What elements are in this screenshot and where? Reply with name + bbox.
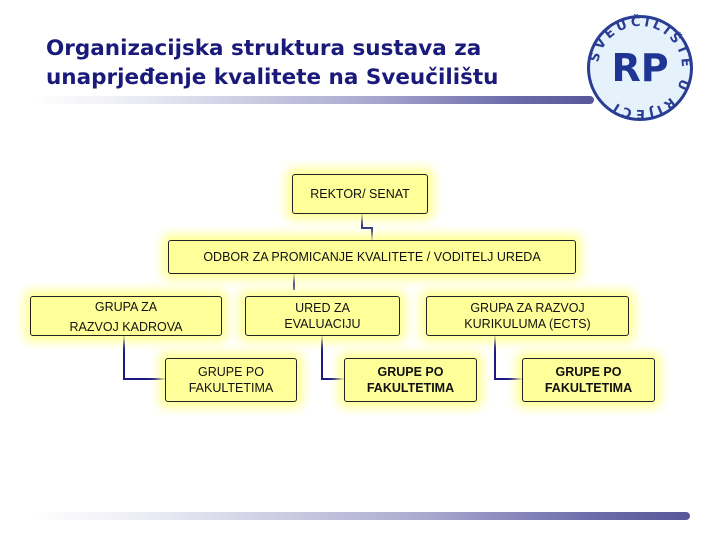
node-group-curriculum bbox=[426, 296, 629, 336]
title-line-1: Organizacijska struktura sustava za bbox=[46, 36, 482, 61]
node-faculty-groups-1 bbox=[165, 358, 297, 402]
node-faculty-groups-2 bbox=[344, 358, 477, 402]
node-group-curriculum-line1: GRUPA ZA RAZVOJ bbox=[470, 301, 585, 315]
connector-group2-faculties bbox=[322, 336, 344, 379]
node-group-curriculum-line2: KURIKULUMA (ECTS) bbox=[464, 317, 591, 331]
node-faculty-groups-3-line2: FAKULTETIMA bbox=[544, 381, 633, 395]
node-faculty-groups-1-line2: FAKULTETIMA bbox=[188, 381, 274, 395]
footer-bar bbox=[30, 512, 690, 520]
node-evaluation-office-line2: EVALUACIJU bbox=[284, 317, 361, 331]
node-quality-committee bbox=[168, 240, 576, 274]
node-evaluation-office-line1: URED ZA bbox=[295, 301, 350, 315]
node-faculty-groups-2-line2: FAKULTETIMA bbox=[366, 381, 455, 395]
node-evaluation-office bbox=[245, 296, 400, 336]
node-faculty-groups-3 bbox=[522, 358, 655, 402]
node-rector-senate bbox=[292, 174, 428, 214]
connector-group3-faculties bbox=[495, 336, 522, 379]
title-line-2: unaprjeđenje kvalitete na Sveučilištu bbox=[46, 65, 499, 90]
node-faculty-groups-3-line1: GRUPE PO bbox=[555, 365, 622, 379]
logo-monogram: RP bbox=[611, 46, 669, 90]
node-group-staff-development-line2: RAZVOJ KADROVA bbox=[69, 320, 183, 334]
node-quality-committee-label: ODBOR ZA PROMICANJE KVALITETE / VODITELJ UREDA bbox=[203, 250, 541, 264]
connector-root-office bbox=[362, 214, 372, 240]
node-group-staff-development-line1: GRUPA ZA bbox=[94, 300, 158, 314]
node-group-staff-development bbox=[30, 296, 222, 336]
node-rector-senate-label: REKTOR/ SENAT bbox=[310, 187, 410, 201]
logo-ring-text: SVEUČILIŠTE U RIJECI bbox=[587, 14, 694, 122]
connector-group1-faculties bbox=[124, 336, 165, 379]
node-faculty-groups-1-line1: GRUPE PO bbox=[198, 365, 264, 379]
node-faculty-groups-2-line1: GRUPE PO bbox=[377, 365, 444, 379]
